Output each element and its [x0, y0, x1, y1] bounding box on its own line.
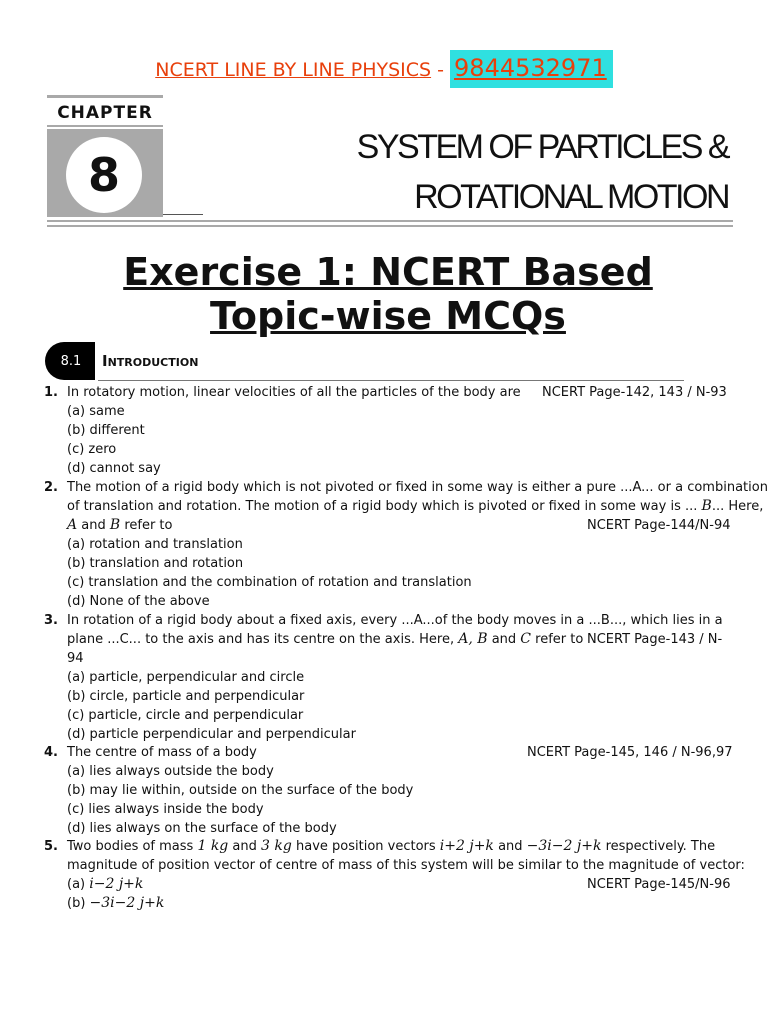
ncert-reference-cont: 94	[67, 651, 84, 666]
chapter-tail-rule	[163, 214, 203, 215]
mass-2: 3 kg	[261, 838, 292, 854]
text-part-c: respectively. The	[605, 839, 716, 854]
option-a: (a) lies always outside the body	[67, 764, 274, 779]
title-rule-2	[47, 225, 733, 227]
position-vector-2: −3i−2 j+k	[526, 838, 602, 854]
question-text-line2-main: of translation and rotation. The motion of a rigid body which is pivoted or fixed in some way is ...	[67, 499, 698, 514]
question-text-line2: magnitude of position vector of centre of mass of this system will be similar to the magnitude of vector:	[67, 858, 745, 873]
option-a: (a) rotation and translation	[67, 537, 243, 552]
chapter-top-rule	[47, 95, 163, 98]
word-and: and	[81, 518, 106, 533]
section-number: 8.1	[45, 342, 95, 380]
refer-to-text: refer to	[535, 632, 584, 647]
chapter-label: CHAPTER	[57, 103, 153, 123]
option-a: (a) particle, perpendicular and circle	[67, 670, 305, 685]
ncert-reference: NCERT Page-145/N-96	[587, 877, 731, 892]
variables-a-b: A, B	[458, 631, 488, 647]
header-separator: -	[437, 59, 444, 81]
option-c: (c) zero	[67, 442, 117, 457]
question-text-line1: The motion of a rigid body which is not pivoted or fixed in some way is either a pure ...A... or a combination	[67, 480, 768, 495]
option-b: (b) circle, particle and perpendicular	[67, 689, 305, 704]
option-b: (b) different	[67, 423, 145, 438]
question-number: 4.	[44, 745, 58, 760]
mass-1: 1 kg	[197, 838, 229, 854]
position-vector-1: i+2 j+k	[439, 838, 494, 854]
question-text-line1	[67, 837, 715, 856]
variable-b: B	[109, 517, 121, 533]
ncert-reference: NCERT Page-143 / N-	[587, 632, 723, 647]
text-part-b: have position vectors	[295, 839, 436, 854]
chapter-mid-rule	[47, 125, 163, 127]
question-text-line2-end: ... Here,	[711, 499, 764, 514]
question-number: 3.	[44, 613, 58, 628]
text-part-a: Two bodies of mass	[67, 839, 194, 854]
variable-b: B	[701, 498, 712, 514]
option-b: (b) translation and rotation	[67, 556, 244, 571]
question-number: 2.	[44, 480, 58, 495]
option-a	[67, 875, 143, 894]
question-text-line2-main: plane ...C... to the axis and has its centre on the axis. Here,	[67, 632, 455, 647]
exercise-title	[0, 250, 768, 338]
question-text: In rotatory motion, linear velocities of all the particles of the body are	[67, 385, 521, 400]
question-text-line2	[67, 630, 583, 649]
exercise-title-line2: Topic-wise MCQs	[210, 294, 566, 338]
chapter-number: 8	[66, 137, 142, 213]
question-text: The centre of mass of a body	[67, 745, 257, 760]
exercise-title-line1: Exercise 1: NCERT Based	[123, 250, 653, 294]
option-b: (b) may lie within, outside on the surface of the body	[67, 783, 414, 798]
option-d: (d) lies always on the surface of the body	[67, 821, 337, 836]
option-d: (d) cannot say	[67, 461, 161, 476]
chapter-title-line1: SYSTEM OF PARTICLES &	[356, 128, 728, 166]
option-a-vector: i−2 j+k	[89, 876, 144, 892]
word-and: and	[498, 839, 523, 854]
word-and: and	[491, 632, 517, 647]
header-brand: NCERT LINE BY LINE PHYSICS	[155, 59, 432, 81]
question-number: 5.	[44, 839, 58, 854]
variable-a: A	[67, 517, 78, 533]
option-b-vector: −3i−2 j+k	[89, 895, 165, 911]
question-number: 1.	[44, 385, 58, 400]
ncert-reference: NCERT Page-144/N-94	[587, 518, 731, 533]
option-c: (c) translation and the combination of rotation and translation	[67, 575, 472, 590]
question-text-line1: In rotation of a rigid body about a fixed axis, every ...A...of the body moves in a ...B..., which lies in a	[67, 613, 723, 628]
option-c: (c) particle, circle and perpendicular	[67, 708, 304, 723]
option-c: (c) lies always inside the body	[67, 802, 264, 817]
ncert-reference: NCERT Page-142, 143 / N-93	[542, 385, 727, 400]
question-text-line3	[67, 516, 172, 535]
word-and: and	[232, 839, 257, 854]
option-d: (d) particle perpendicular and perpendicular	[67, 727, 356, 742]
option-b-label: (b)	[67, 896, 86, 911]
section-rule	[98, 380, 684, 381]
title-rule-1	[47, 220, 733, 222]
chapter-title-line2: ROTATIONAL MOTION	[414, 178, 728, 216]
option-a: (a) same	[67, 404, 125, 419]
header-line	[0, 50, 768, 88]
section-title: Introduction	[102, 352, 199, 370]
question-text-line2	[67, 497, 763, 516]
option-d: (d) None of the above	[67, 594, 210, 609]
option-a-label: (a)	[67, 877, 86, 892]
refer-to-text: refer to	[124, 518, 173, 533]
header-phone: 9844532971	[450, 50, 613, 88]
variable-c: C	[520, 631, 532, 647]
ncert-reference: NCERT Page-145, 146 / N-96,97	[527, 745, 733, 760]
option-b	[67, 894, 164, 913]
